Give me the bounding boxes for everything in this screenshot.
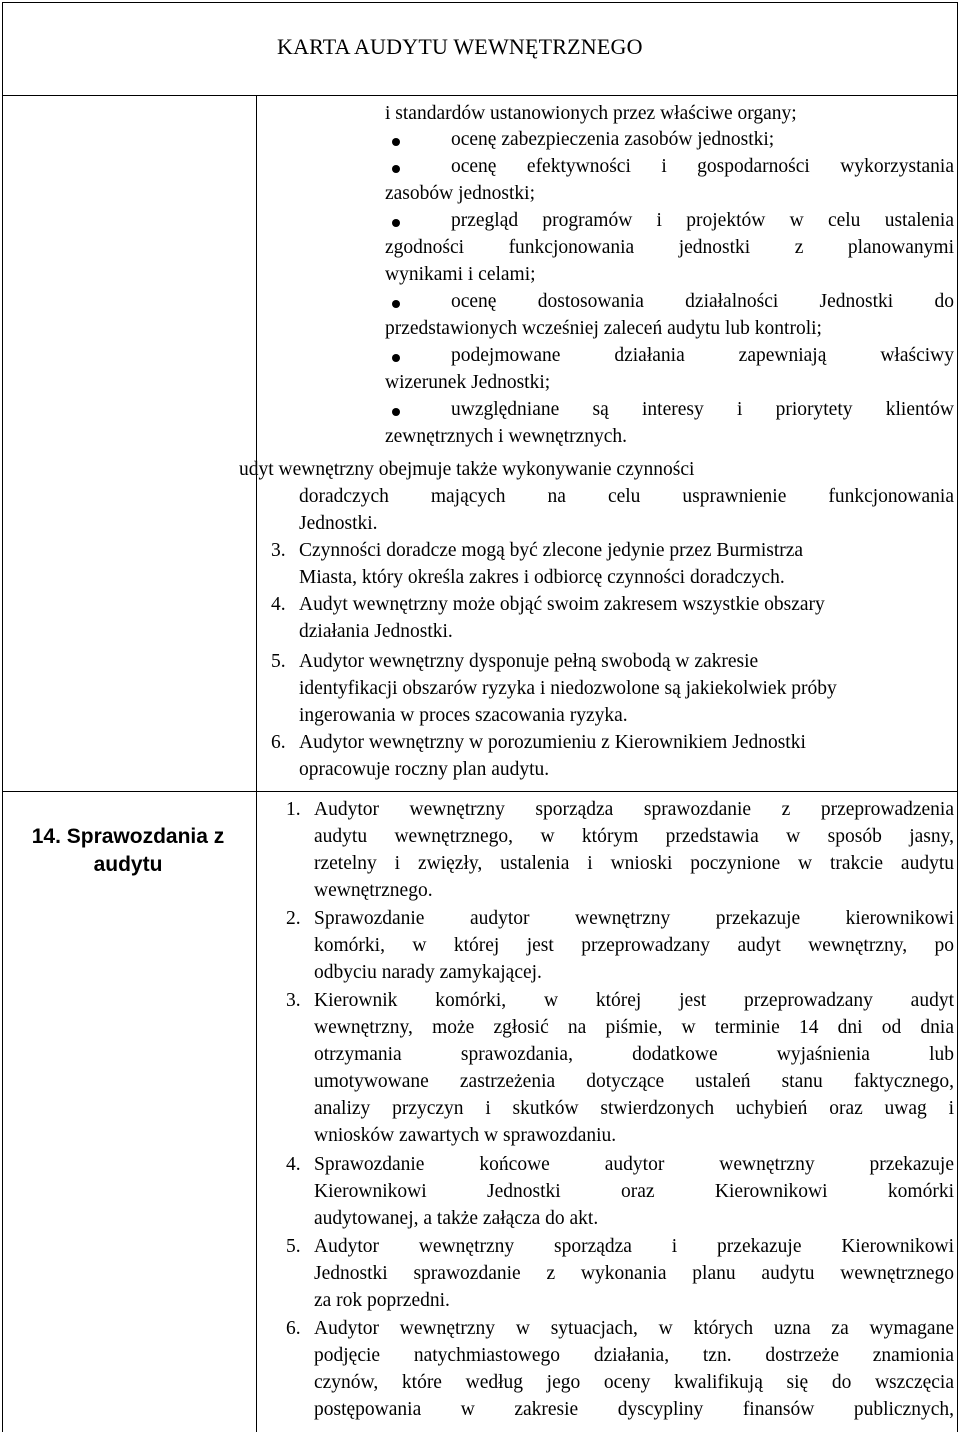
- text-line: rzetelny i zwięzły, ustalenia i wnioski poczynione w trakcie audytu: [314, 853, 954, 874]
- text-line: działania Jednostki.: [299, 621, 453, 642]
- text-line: za rok poprzedni.: [314, 1290, 450, 1311]
- text-line: otrzymania sprawozdania, dodatkowe wyjaśnienia lub: [314, 1044, 954, 1065]
- section-label: [10, 823, 246, 879]
- text-line: uwzględniane są interesy i priorytety klientów: [451, 399, 954, 420]
- header-row-divider: [2, 95, 958, 96]
- text-line: Miasta, który określa zakres i odbiorcę czynności doradczych.: [299, 567, 785, 588]
- text-line: Audytor wewnętrzny sporządza sprawozdanie z przeprowadzenia: [314, 799, 954, 820]
- list-number: 5.: [271, 651, 286, 672]
- list-number: 6.: [286, 1318, 301, 1339]
- text-line: Audyt wewnętrzny może objąć swoim zakresem wszystkie obszary: [299, 594, 825, 615]
- text-line: przedstawionych wcześniej zaleceń audytu lub kontroli;: [385, 318, 822, 339]
- list-number: 2.: [286, 908, 301, 929]
- text-line: Sprawozdanie audytor wewnętrzny przekazuje kierownikowi: [314, 908, 954, 929]
- text-line: Audytor wewnętrzny dysponuje pełną swobodą w zakresie: [299, 651, 759, 672]
- text-line: Czynności doradcze mogą być zlecone jedynie przez Burmistrza: [299, 540, 804, 561]
- list-number: 4.: [271, 594, 286, 615]
- text-line: opracowuje roczny plan audytu.: [299, 759, 550, 780]
- text-line: Audytor wewnętrzny sporządza i przekazuje Kierownikowi: [314, 1236, 954, 1257]
- text-line: doradczych mających na celu usprawnienie funkcjonowania: [299, 486, 954, 507]
- table-top-border: [2, 2, 958, 3]
- text-line: komórki, w której jest przeprowadzany audyt wewnętrzny, po: [314, 935, 954, 956]
- column-divider: [256, 95, 257, 1432]
- list-number: 6.: [271, 732, 286, 753]
- text-line: ingerowania w proces szacowania ryzyka.: [299, 705, 628, 726]
- text-line: wizerunek Jednostki;: [385, 372, 551, 393]
- text-line: przegląd programów i projektów w celu ustalenia: [451, 210, 954, 231]
- text-line: udyt wewnętrzny obejmuje także wykonywanie czynności: [239, 459, 695, 480]
- list-number: 3.: [271, 540, 286, 561]
- text-line: wynikami i celami;: [385, 264, 536, 285]
- section-label-line: 14. Sprawozdania z: [31, 825, 225, 848]
- text-line: Kierownik komórki, w której jest przeprowadzany audyt: [314, 990, 954, 1011]
- text-line: zewnętrznych i wewnętrznych.: [385, 426, 628, 447]
- text-line: Jednostki sprawozdanie z wykonania planu audytu wewnętrznego: [314, 1263, 954, 1284]
- text-line: audytu wewnętrznego, w którym przedstawia w sposób jasny,: [314, 826, 954, 847]
- text-line: umotywowane zastrzeżenia dotyczące ustaleń stanu faktycznego,: [314, 1071, 954, 1092]
- text-line: wewnętrzny, może zgłosić na piśmie, w terminie 14 dni od dnia: [314, 1017, 954, 1038]
- text-line: ocenę efektywności i gospodarności wykorzystania: [451, 156, 954, 177]
- text-line: ocenę zabezpieczenia zasobów jednostki;: [451, 129, 775, 150]
- list-number: 3.: [286, 990, 301, 1011]
- text-line: zgodności funkcjonowania jednostki z planowanymi: [385, 237, 954, 258]
- text-line: Kierownikowi Jednostki oraz Kierownikowi komórki: [314, 1181, 954, 1202]
- bullet-icon: [392, 354, 400, 362]
- text-line: wewnętrznego.: [314, 880, 433, 901]
- section-row-divider: [2, 791, 958, 792]
- text-line: czynów, które według jego oceny kwalifikują się do wszczęcia: [314, 1372, 954, 1393]
- section-label-line: audytu: [93, 853, 163, 876]
- text-line: analizy przyczyn i skutków stwierdzonych uchybień oraz uwag i: [314, 1098, 954, 1119]
- text-line: Jednostki.: [299, 513, 378, 534]
- list-number: 5.: [286, 1236, 301, 1257]
- text-line: odbyciu narady zamykającej.: [314, 962, 542, 983]
- list-number: 1.: [286, 799, 301, 820]
- document-title: KARTA AUDYTU WEWNĘTRZNEGO: [277, 34, 643, 59]
- bullet-icon: [392, 165, 400, 173]
- text-line: podjęcie natychmiastowego działania, tzn. dostrzeże znamionia: [314, 1345, 954, 1366]
- text-line: podejmowane działania zapewniają właściwy: [451, 345, 954, 366]
- bullet-icon: [392, 138, 400, 146]
- list-number: 4.: [286, 1154, 301, 1175]
- table-left-border: [2, 2, 3, 1432]
- bullet-icon: [392, 219, 400, 227]
- text-line: zasobów jednostki;: [385, 183, 536, 204]
- table-right-border: [957, 2, 958, 1432]
- text-line: identyfikacji obszarów ryzyka i niedozwolone są jakiekolwiek próby: [299, 678, 837, 699]
- text-line: Audytor wewnętrzny w porozumieniu z Kierownikiem Jednostki: [299, 732, 806, 753]
- text-line: Audytor wewnętrzny w sytuacjach, w których uzna za wymagane: [314, 1318, 954, 1339]
- bullet-icon: [392, 408, 400, 416]
- text-line: i standardów ustanowionych przez właściwe organy;: [385, 103, 797, 124]
- text-line: postępowania w zakresie dyscypliny finansów publicznych,: [314, 1399, 954, 1420]
- bullet-icon: [392, 300, 400, 308]
- text-line: audytowanej, a także załącza do akt.: [314, 1208, 599, 1229]
- text-line: wniosków zawartych w sprawozdaniu.: [314, 1125, 617, 1146]
- text-line: Sprawozdanie końcowe audytor wewnętrzny przekazuje: [314, 1154, 954, 1175]
- text-line: ocenę dostosowania działalności Jednostki do: [451, 291, 954, 312]
